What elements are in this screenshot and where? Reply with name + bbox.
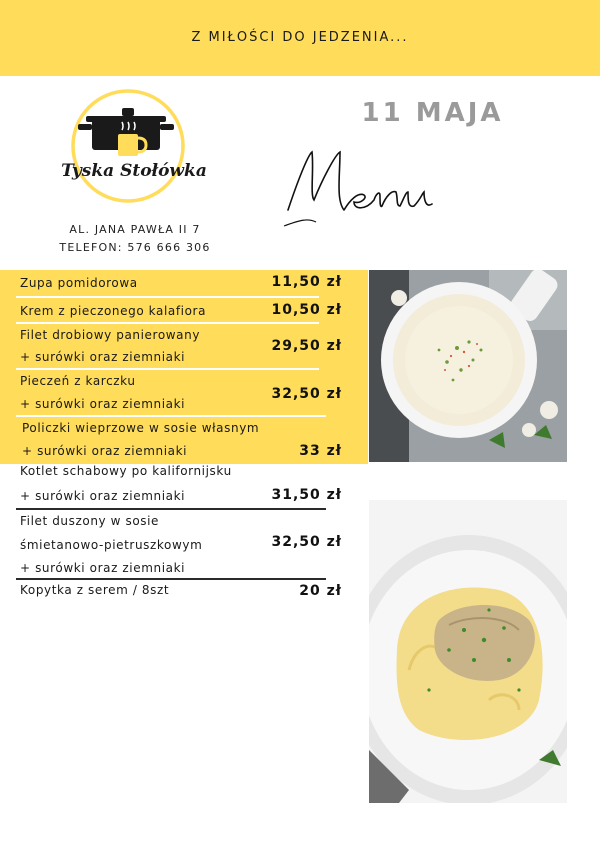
menu-item-name: Kopytka z serem / 8szt: [20, 583, 170, 597]
menu-item-4: [0, 370, 368, 416]
menu-item-name: Filet duszony w sosie: [20, 514, 160, 528]
menu-item-name: Kotlet schabowy po kalifornijsku: [20, 464, 232, 478]
menu-item-name: Pieczeń z karczku: [20, 374, 136, 388]
menu-item-name: Krem z pieczonego kalafiora: [20, 304, 207, 318]
menu-item-price: 31,50 zł: [271, 487, 342, 503]
menu-item-6: [0, 464, 368, 510]
address-block: [30, 221, 240, 257]
menu-item-2: [0, 298, 368, 322]
menu-item-name: Policzki wieprzowe w sosie własnym: [22, 421, 260, 435]
menu-item-price: 20 zł: [299, 583, 342, 599]
menu-title-script: [280, 140, 480, 235]
logo-pot-mug-icon: [70, 88, 186, 204]
brand-name: Tyska Stołówka: [61, 161, 207, 181]
divider: [16, 508, 326, 510]
cream-soup-photo: [369, 270, 567, 462]
menu-item-sides: + surówki oraz ziemniaki: [20, 561, 186, 575]
menu-item-name: Zupa pomidorowa: [20, 276, 138, 290]
menu-item-7: [0, 511, 368, 579]
address-line: AL. JANA PAWŁA II 7: [69, 223, 201, 236]
divider: [16, 578, 326, 580]
menu-item-name: Filet drobiowy panierowany: [20, 328, 201, 342]
menu-item-sides: + surówki oraz ziemniaki: [20, 350, 186, 364]
mashed-potatoes-chicken-photo: [369, 500, 567, 803]
menu-item-price: 32,50 zł: [271, 534, 342, 550]
phone-line: TELEFON: 576 666 306: [59, 241, 211, 254]
menu-item-3: [0, 324, 368, 368]
tagline: Z MIŁOŚCI DO JEDZENIA...: [191, 30, 409, 45]
menu-date: 11 MAJA: [361, 98, 504, 128]
menu-item-sides: + surówki oraz ziemniaki: [20, 397, 186, 411]
menu-item-8: [0, 581, 368, 605]
menu-item-price: 10,50 zł: [271, 302, 342, 318]
menu-item-1: [0, 270, 368, 294]
menu-item-price: 33 zł: [299, 443, 342, 459]
menu-item-price: 32,50 zł: [271, 386, 342, 402]
menu-item-price: 29,50 zł: [271, 338, 342, 354]
menu-item-sides: + surówki oraz ziemniaki: [22, 444, 188, 458]
menu-item-sides: + surówki oraz ziemniaki: [20, 489, 186, 503]
menu-item-5: [0, 417, 368, 463]
menu-item-name-cont: śmietanowo-pietruszkowym: [20, 538, 203, 552]
menu-item-price: 11,50 zł: [271, 274, 342, 290]
